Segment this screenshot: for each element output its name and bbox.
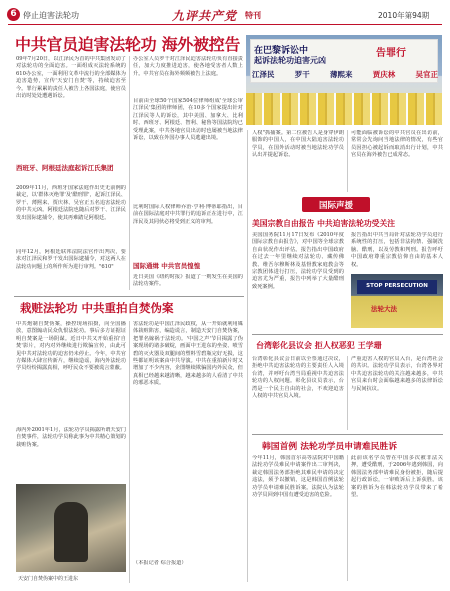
col2-para3: 比利时国际人权律师乔治·亨利·博蒂耶指出，目前在国际法庭对中共罪行的追诉正在进行中，江泽民及其同伙必将受到正义的审判。 bbox=[133, 204, 243, 225]
mid-sign: 法轮大法 bbox=[371, 305, 397, 313]
col-divider-3 bbox=[247, 130, 248, 582]
article3-right: 此前该名学员曾在中国多次被非法关押，遭受酷刑，于2006年逃到韩国，向韩国法务部申请难民身份被拒，随后提起行政诉讼，一审败诉后上诉获胜。该案的胜诉为在韩法轮功学员带来了希望。 bbox=[351, 455, 443, 499]
main-headline: 中共官员迫害法轮功 海外被控告 bbox=[15, 35, 241, 54]
article3-headline: 韩国首例 法轮功学员申请难民胜诉 bbox=[262, 442, 398, 452]
header-rule bbox=[8, 24, 442, 25]
col2-para4: 近日美国《纽约时报》报道了一则发生在美国的法轮功案件。 bbox=[133, 274, 243, 288]
col2-subhead: 国际通缉 中共官员惶惶 bbox=[133, 262, 201, 270]
feature-col2: 害法轮功是中国江泽民政权，从一开始就利用媒体栽赃陷害，编造谎言，制造天安门自焚伪案，把罪名嫁祸于法轮功。'中国之声'节目揭露了伪案现场的诸多破绽，画面中王进东的坐姿、喷雪碧的灭火器及双腿间的塑料雪碧瓶完好无损，这些都证明该案由中共导演。中共在重拍新片时又增加了不少内容，企图继续欺骗国内外民众，但真相已经越来越清晰，越来越多的人看清了中共的邪恶本质。 bbox=[133, 321, 243, 387]
col1-subhead: 西班牙、阿根廷法庭起诉江氏集团 bbox=[16, 164, 114, 172]
feature-photo bbox=[16, 484, 126, 572]
name-5: 吴官正 bbox=[415, 70, 438, 79]
col2-para1: 办公室人员罗干对江泽民迫害法轮功负有直接责任，加大力度推进迫害，使各地受害者人数上升。中共官员在海外频频被告上法庭。 bbox=[133, 56, 243, 77]
top-photo bbox=[246, 35, 442, 125]
article3-rule bbox=[252, 434, 443, 435]
feature-caption: 天安门自焚伪案中的王进东 bbox=[18, 576, 79, 582]
issue-label: 2010年第94期 bbox=[378, 11, 430, 20]
col-divider-2 bbox=[129, 321, 130, 583]
name-3: 薄熙来 bbox=[330, 70, 353, 79]
col1-para3: 同年12月，阿根廷联邦法院法官作出判决，要求对江泽民和罗干发出国际逮捕令，对这两人在法轮功问题上的所作所为进行审判。"610" bbox=[16, 249, 126, 270]
banner-line1: 在巴黎诉讼中 bbox=[254, 46, 309, 56]
feature-top-rule bbox=[14, 296, 244, 297]
article3-left: 今年11月，韩国首尔高等法院对中国籍法轮功学员难民申请案作出二审判决，裁定韩国法务部拒绝其难民申请的决定违法，须予以撤销，这是韩国首例法轮功学员申请难民胜诉案。法院认为法轮功学员回到中国有遭受迫害的危险。 bbox=[252, 455, 344, 499]
article2-left: 台湾彰化县议会日前以全票通过决议，拒绝中共迫害法轮功的主要责任人入境台湾，并呼吁台湾当局重视中共迫害法轮功的人权问题。彰化县议员表示，台湾是一个民主自由的社会，不欢迎迫害人权的中共官员入境。 bbox=[252, 356, 344, 400]
col1-para2: 2009年11月，西班牙国家法庭作出史无前例的裁定，以'群体灭绝罪'及'酷刑罪'，起诉江泽民、罗干、薄熙来、贾庆林、吴官正五名追害法轮功的中共元凶。阿根廷法院也随后对罗干、江泽民发出国际逮捕令，使其再难踏足阿根廷。 bbox=[16, 185, 126, 221]
feature-footer: （本报记者 综合报道） bbox=[133, 560, 187, 566]
feature-col1: 中共炮制自焚伪案，操控现场拍摄，向全国播放，意图煽动民众仇恨法轮功。事后多方证据证明自焚案是一场阴谋。近日中共又开始重拍'自焚'影片，对内对外继续进行欺骗宣传，由此可见中共对法轮功的迫害仍未停止。今年，中共官方媒体大肆宣传新片，继续造谣，海内外法轮功学员纷纷揭露真相，呼吁民众不要被谎言蒙蔽。 bbox=[16, 321, 126, 372]
section-label: 停止迫害法轮功 bbox=[23, 11, 79, 20]
page-number: 6 bbox=[10, 9, 17, 19]
crowd-figures bbox=[246, 93, 442, 125]
article1-left: 美国国务院11月17日发布《2010年度国际宗教自由报告》，对中国等全球宗教自由状况作出评估。报告指出中国政府在过去一年里继续对法轮功、藏传佛教、维吾尔穆斯林及基督教家庭教会等宗教团体进行打压，法轮功学员受到的迫害尤为严重，报告中列举了大量酷刑致死案例。 bbox=[252, 232, 344, 290]
name-4: 贾庆林 bbox=[372, 70, 396, 79]
mid-photo bbox=[351, 274, 443, 328]
photo-figure bbox=[54, 502, 88, 562]
col-divider-5 bbox=[347, 356, 348, 430]
article2-rule bbox=[252, 334, 443, 335]
feature-col1b: 海内外2001年1月，法轮功学员揭露所谓天安门自焚事件，法轮功学员称此事为中共精心策划的栽赃伪案。 bbox=[16, 427, 126, 448]
col2-para2: 目前由全球50个国家504位律师组成'全球公审江泽民'集团的律师团，在10多个国家提出针对江泽民等人的诉讼，其中美国、加拿大、比利时、西班牙、阿根廷、智利、秘鲁等国法院均已受理此案，中共各地官员出访时也屡被当地法律诉讼，以致在外国办事人员逃避出境。 bbox=[133, 98, 243, 142]
publication-name: 九评共产党 bbox=[172, 9, 238, 23]
article1-right: 报告指出中共当局针对法轮功学员进行系统性的打压，包括非法拘禁、强制洗脑、酷刑，以及劳教和判刑。报告呼吁中国政府尊重宗教信仰自由的基本人权。 bbox=[351, 232, 443, 268]
page-header bbox=[0, 0, 450, 26]
col1-para1: 09年7月20日，以江泽民为首的中共集团发动了对法轮功的全面迫害。一面组成灭法轮系统的610办公室，一面利用文革中流行的全部媒体为迫害造势，宣传'天安门自焚'等，持续迫害至今。罪行累累的责任人被告上各国法庭，使官员出访时处处遭遇诉讼。 bbox=[16, 56, 126, 100]
banner-line2: 起诉法轮功迫害元凶 bbox=[254, 56, 326, 65]
names-row bbox=[252, 69, 438, 80]
col-divider-1 bbox=[129, 56, 130, 290]
publication-suffix: 特刊 bbox=[245, 10, 261, 20]
col-divider-6 bbox=[347, 455, 348, 581]
article1-headline: 美国宗教自由报告 中共迫害法轮功受关注 bbox=[252, 219, 396, 228]
col-divider-4 bbox=[347, 130, 348, 192]
feature-headline: 栽赃法轮功 中共重拍自焚伪案 bbox=[20, 301, 174, 315]
banner-red: 告罪行 bbox=[376, 48, 406, 59]
col4-para1: 人权"抓捕案。第二位被告人是身穿伊朗服饰的中国人，在中国大陆追害法轮功学员，在国外活动时被当地法轮功学员认出并提起诉讼。 bbox=[252, 130, 344, 159]
name-1: 江泽民 bbox=[252, 70, 275, 79]
col4-para2: 可能面临被诉讼的中共官员在出访前，常常会先询问当地法律的情况，有些官员因担心被起诉而取消出行计划，中共官员在海外被告已成常态。 bbox=[351, 130, 443, 159]
section-tab-label: 国际声援 bbox=[318, 201, 353, 211]
article2-right: 严重迫害人权的官员入台，是台湾社会的共识。法轮功学员表示，台湾各界对中共迫害法轮功的关注越来越多，中共官员来台时会面临越来越多的法律诉讼与民间抗议。 bbox=[351, 356, 443, 392]
article2-headline: 台湾彰化县议会 拒人权恶犯 王学珊 bbox=[256, 341, 382, 350]
name-2: 罗干 bbox=[294, 70, 310, 79]
mid-banner-text: STOP PERSECUTION bbox=[366, 283, 428, 289]
